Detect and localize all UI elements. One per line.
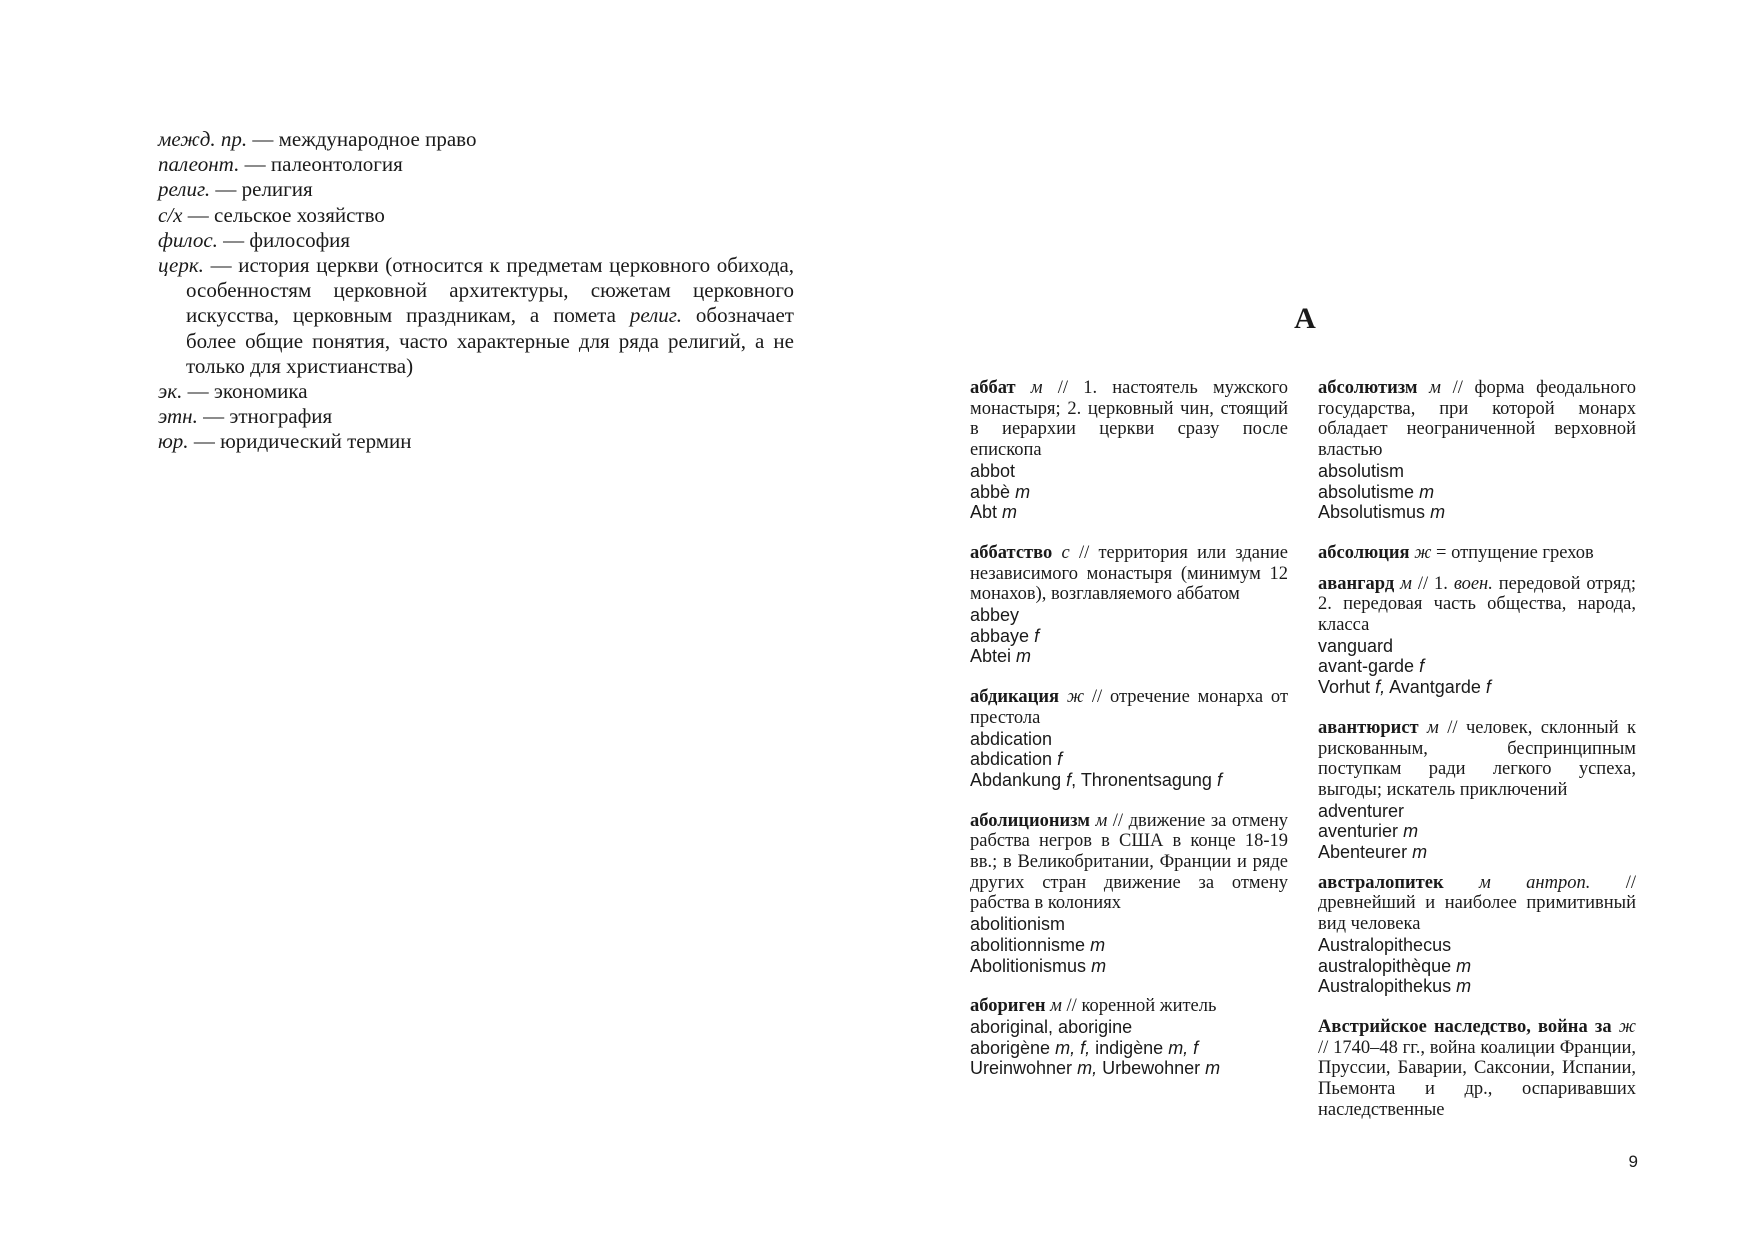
translation-en: abbey <box>970 605 1020 626</box>
entry-grammar: м <box>1030 378 1043 398</box>
dictionary-entry <box>970 811 1288 977</box>
abbreviations-list <box>158 127 794 455</box>
entry-headword: австралопитек <box>1318 872 1444 893</box>
abbr-term: этн. <box>158 404 198 429</box>
translation-fr: australopithèque m <box>1318 955 1472 976</box>
translation-en: absolutism <box>1318 460 1405 481</box>
entry-separator: // <box>1091 687 1103 708</box>
entry-headword: Австрийское наследство, война за <box>1318 1016 1612 1037</box>
entry-headword: абсолюция <box>1318 542 1410 563</box>
abbreviation-item: эк. — экономика <box>158 379 308 404</box>
abbr-meaning: философия <box>249 227 351 252</box>
entry-definition-text: передовой отряд; 2. передовая часть общества, народа, класса <box>1318 573 1637 636</box>
entry-headword: авангард <box>1318 573 1395 594</box>
abbr-meaning: юридический термин <box>220 429 412 454</box>
entry-definition <box>970 543 1288 605</box>
entry-grammar: м антроп. <box>1478 872 1591 893</box>
entry-definition-text: древнейший и наиболее примитивный вид человека <box>1318 893 1636 935</box>
entry-definition <box>1318 1017 1636 1121</box>
abbr-term: церк. <box>158 253 204 278</box>
abbreviation-item: палеонт. — палеонтология <box>158 152 403 177</box>
abbr-term: филос. <box>158 227 218 252</box>
translation-en: adventurer <box>1318 800 1405 821</box>
translation-de: Abt m <box>970 502 1018 523</box>
entry-headword: аббатство <box>970 542 1053 563</box>
dictionary-column-left <box>970 378 1288 1079</box>
translation-de: Ureinwohner m, Urbewohner m <box>970 1058 1221 1079</box>
abbr-term: межд. пр. <box>158 127 248 151</box>
translation-fr: abbè m <box>970 481 1031 502</box>
abbr-term: с/х <box>158 202 183 227</box>
entry-definition-text: человек, склонный к рискованным, беспринципным поступкам ради легкого успеха, выгоды; искатель приключений <box>1318 717 1636 800</box>
page-number: 9 <box>1628 1152 1638 1171</box>
abbr-meaning: этнография <box>229 404 333 429</box>
translation-de: Abtei m <box>970 646 1032 667</box>
entry-grammar: ж <box>1414 542 1432 563</box>
abbreviation-item: религ. — религия <box>158 177 313 202</box>
entry-separator: // <box>1452 378 1463 398</box>
translation-en: abbot <box>970 460 1016 481</box>
abbreviation-item: юр. — юридический термин <box>158 429 412 454</box>
entry-headword: аболиционизм <box>970 810 1090 831</box>
entry-headword: абсолютизм <box>1318 378 1418 398</box>
entry-grammar: м <box>1427 717 1439 738</box>
entry-separator: = <box>1436 542 1447 563</box>
entry-definition-text: 1740–48 гг., война коалиции Франции, Пруссии, Баварии, Саксонии, Испании, Пьемонта и др., оспаривавших наследственные <box>1318 1037 1636 1120</box>
entry-grammar: ж <box>1618 1016 1636 1037</box>
abbr-meaning: палеонтология <box>270 152 403 177</box>
translation-de: Australopithekus m <box>1318 976 1472 997</box>
entry-definition-text: форма феодального государства, при которой монарх обладает неограниченной верховной властью <box>1318 378 1637 461</box>
dictionary-entry <box>1318 574 1636 698</box>
entry-headword: абдикация <box>970 687 1060 708</box>
entry-separator: // <box>1078 542 1090 563</box>
entry-grammar: м <box>1050 996 1062 1017</box>
translation-de: Vorhut f, Avantgarde f <box>1318 677 1491 698</box>
dictionary-entry <box>970 543 1288 667</box>
entry-definition-text: отречение монарха от престола <box>970 687 1289 728</box>
entry-grammar: м <box>1400 573 1412 594</box>
abbr-term: палеонт. <box>158 152 240 177</box>
entry-grammar: с <box>1061 542 1070 563</box>
entry-grammar: м <box>1429 378 1441 398</box>
translation-en: aboriginal, aborigine <box>970 1016 1133 1037</box>
entry-separator: // <box>1625 872 1636 893</box>
dictionary-entry <box>970 378 1288 523</box>
translation-de: Absolutismus m <box>1318 502 1446 523</box>
entry-definition <box>970 687 1288 728</box>
entry-headword: абориген <box>970 996 1046 1017</box>
translation-fr: aventurier m <box>1318 821 1419 842</box>
entry-separator: // <box>1066 996 1077 1017</box>
abbr-meaning: история церкви (относится к предметам церковного обихода, особенностям церковной архитектуры, сюжетам церковного искусства, церковным праздникам, а помета <box>186 253 795 328</box>
entry-definition <box>970 378 1288 461</box>
section-letter-heading: А <box>1294 302 1316 335</box>
abbreviation-item: с/х — сельское хозяйство <box>158 202 385 227</box>
abbreviation-item: межд. пр. — международное право <box>158 127 477 151</box>
dictionary-entry <box>1318 873 1636 997</box>
entry-separator: // <box>1447 717 1458 738</box>
abbreviation-item: филос. — философия <box>158 227 351 252</box>
entry-definition: авангард м // 1. воен. передовой отряд; 2. передовая часть общества, народа, класса <box>1318 573 1637 636</box>
abbr-meaning: международное право <box>278 127 477 151</box>
dictionary-entry <box>1318 718 1636 863</box>
dictionary-column-right <box>1318 378 1636 1121</box>
entry-definition <box>1318 543 1636 564</box>
entry-definition-text: территория или здание независимого монастыря (минимум 12 монахов), возглавляемого аббатом <box>970 542 1289 605</box>
entry-definition <box>1318 378 1636 461</box>
translation-fr: abdication f <box>970 749 1063 770</box>
entry-definition <box>970 996 1288 1017</box>
translation-fr: absolutisme m <box>1318 481 1435 502</box>
entry-grammar: м <box>1095 810 1108 831</box>
translation-fr: abbaye f <box>970 625 1040 646</box>
dictionary-entry <box>1318 543 1636 564</box>
entry-separator: // <box>1417 573 1429 594</box>
entry-definition <box>1318 873 1636 935</box>
translation-fr: avant-garde f <box>1318 656 1425 677</box>
entry-definition-text: отпущение грехов <box>1451 542 1594 563</box>
abbr-meaning: сельское хозяйство <box>213 202 385 227</box>
entry-definition-text: движение за отмену рабства негров в США в конце 18-19 вв.; в Великобритании, Франции и ряде других стран движение за отмену рабства в колониях <box>970 810 1289 914</box>
entry-separator: // <box>1112 810 1124 831</box>
abbr-term: эк. <box>158 379 183 404</box>
translation-en: abdication <box>970 728 1053 749</box>
abbr-meaning: религия <box>241 177 313 202</box>
abbr-meaning-tail: обозначает более общие понятия, часто характерные для ряда религий, а не только для христианства) <box>186 303 794 378</box>
entry-separator: // <box>1318 1037 1329 1058</box>
entry-definition-text: коренной житель <box>1081 996 1217 1017</box>
entry-headword: аббат <box>970 378 1016 398</box>
dictionary-entry <box>970 687 1288 791</box>
translation-de: Abenteurer m <box>1318 842 1428 863</box>
translation-en: vanguard <box>1318 635 1394 656</box>
entry-label: воен. <box>1453 573 1493 594</box>
translation-de: Abolitionismus m <box>970 955 1107 976</box>
translation-en: abolitionism <box>970 914 1066 935</box>
entry-definition-text: 1. настоятель мужского монастыря; 2. церковный чин, стоящий в иерархии церкви сразу после епископа <box>970 378 1289 461</box>
translation-fr: aborigène m, f, indigène m, f <box>970 1037 1199 1058</box>
abbr-term: религ. <box>158 177 211 202</box>
translation-en: Australopithecus <box>1318 934 1452 955</box>
entry-separator: // <box>1057 378 1069 398</box>
abbreviation-item: этн. — этнография <box>158 404 333 429</box>
entry-definition <box>1318 718 1636 801</box>
entry-definition <box>970 811 1288 915</box>
translation-fr: abolitionnisme m <box>970 934 1106 955</box>
dictionary-entry <box>1318 378 1636 523</box>
abbreviation-item: церк. — история церкви (относится к предметам церковного обихода, особенностям церковной архитектуры, сюжетам церковного искусства, церковным праздникам, а помета религ. обозначает более общие понятия, часто характерные для ряда религий, а не только для христианства) <box>158 253 795 378</box>
entry-headword: авантюрист <box>1318 717 1419 738</box>
dictionary-entry <box>970 996 1288 1079</box>
dictionary-entry <box>1318 1017 1636 1121</box>
abbr-inline-term: религ. <box>629 303 682 328</box>
abbr-meaning: экономика <box>213 379 308 404</box>
entry-grammar: ж <box>1066 687 1085 708</box>
abbr-term: юр. <box>158 429 189 454</box>
translation-de: Abdankung f, Thronentsagung f <box>970 769 1222 790</box>
